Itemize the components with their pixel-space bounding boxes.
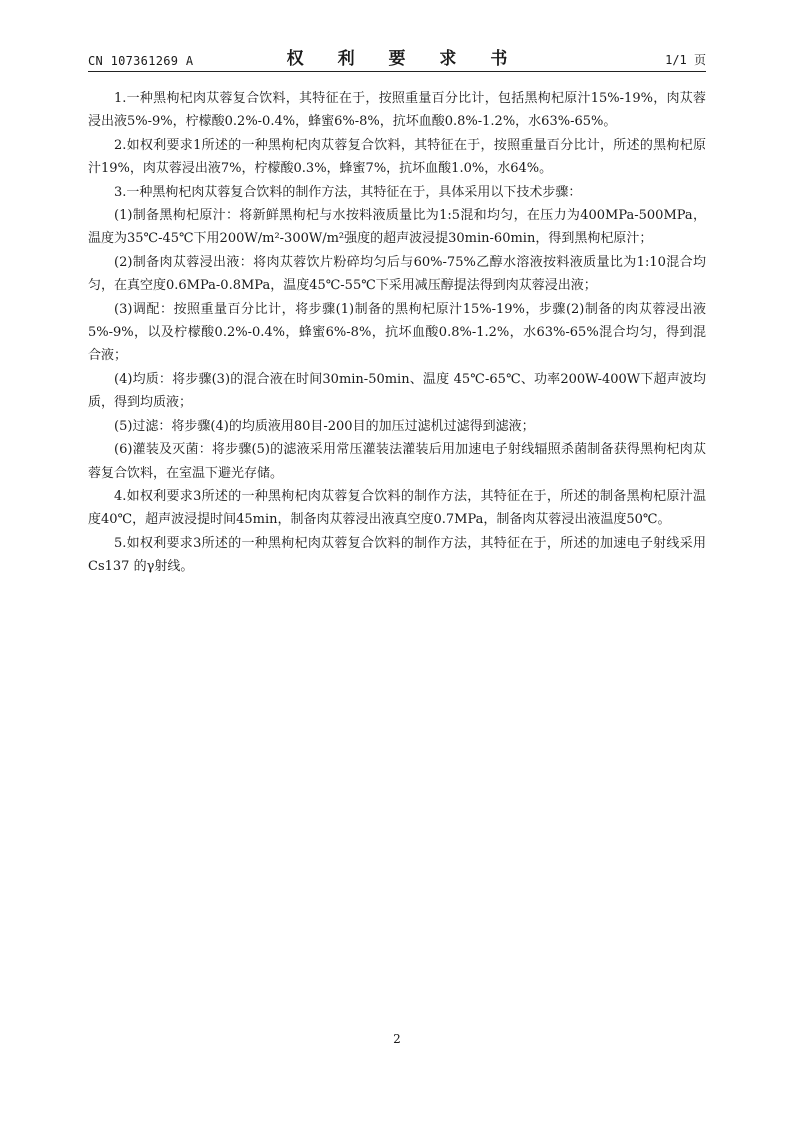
claim-3-step-2: (2)制备肉苁蓉浸出液：将肉苁蓉饮片粉碎均匀后与60%-75%乙醇水溶液按料液质量比为1:10混合均匀，在真空度0.6MPa-0.8MPa，温度45℃-55℃下采用减压醇提法得到肉苁蓉浸出液； — [88, 254, 706, 294]
claim-3: 3.一种黑枸杞肉苁蓉复合饮料的制作方法，其特征在于，具体采用以下技术步骤： — [114, 184, 582, 200]
header-divider — [88, 71, 706, 72]
page-number: 2 — [393, 1032, 401, 1046]
page-header — [88, 44, 706, 70]
claim-2: 2.如权利要求1所述的一种黑枸杞肉苁蓉复合饮料，其特征在于，按照重量百分比计，所述的黑枸杞原汁19%，肉苁蓉浸出液7%，柠檬酸0.3%，蜂蜜7%，抗坏血酸1.0%，水64%。 — [88, 137, 706, 177]
claim-3-step-1: (1)制备黑枸杞原汁：将新鲜黑枸杞与水按料液质量比为1:5混和均匀，在压力为400MPa-500MPa，温度为35℃-45℃下用200W/m²-300W/m²强度的超声波浸提30min-60min，得到黑枸杞原汁； — [88, 208, 706, 247]
claim-3-step-4: (4)均质：将步骤(3)的混合液在时间30min-50min、温度 45℃-65℃、功率200W-400W下超声波均质，得到均质液； — [88, 371, 706, 411]
claim-1: 1.一种黑枸杞肉苁蓉复合饮料，其特征在于，按照重量百分比计，包括黑枸杞原汁15%-19%，肉苁蓉浸出液5%-9%，柠檬酸0.2%-0.4%，蜂蜜6%-8%，抗坏血酸0.8%-1.2%，水63%-65%。 — [88, 91, 706, 130]
claim-3-step-3: (3)调配：按照重量百分比计，将步骤(1)制备的黑枸杞原汁15%-19%，步骤(2)制备的肉苁蓉浸出液5%-9%，以及柠檬酸0.2%-0.4%，蜂蜜6%-8%，抗坏血酸0.8%-1.2%，水63%-65%混合均匀，得到混合液； — [88, 301, 706, 364]
page-info: 1/1 页 — [665, 53, 706, 67]
claims-body — [88, 87, 706, 579]
claim-4: 4.如权利要求3所述的一种黑枸杞肉苁蓉复合饮料的制作方法，其特征在于，所述的制备黑枸杞原汁温度40℃，超声波浸提时间45min，制备肉苁蓉浸出液真空度0.7MPa，制备肉苁蓉浸出液温度50℃。 — [88, 488, 706, 528]
publication-number: CN 107361269 A — [88, 54, 194, 68]
claim-3-step-6: (6)灌装及灭菌：将步骤(5)的滤液采用常压灌装法灌装后用加速电子射线辐照杀菌制备获得黑枸杞肉苁蓉复合饮料，在室温下避光存储。 — [88, 442, 706, 481]
claim-5: 5.如权利要求3所述的一种黑枸杞肉苁蓉复合饮料的制作方法，其特征在于，所述的加速电子射线采用Cs137 的γ射线。 — [88, 535, 706, 575]
document-title: 权 利 要 求 书 — [286, 49, 522, 69]
claim-3-step-5: (5)过滤：将步骤(4)的均质液用80目-200目的加压过滤机过滤得到滤液； — [114, 418, 535, 434]
